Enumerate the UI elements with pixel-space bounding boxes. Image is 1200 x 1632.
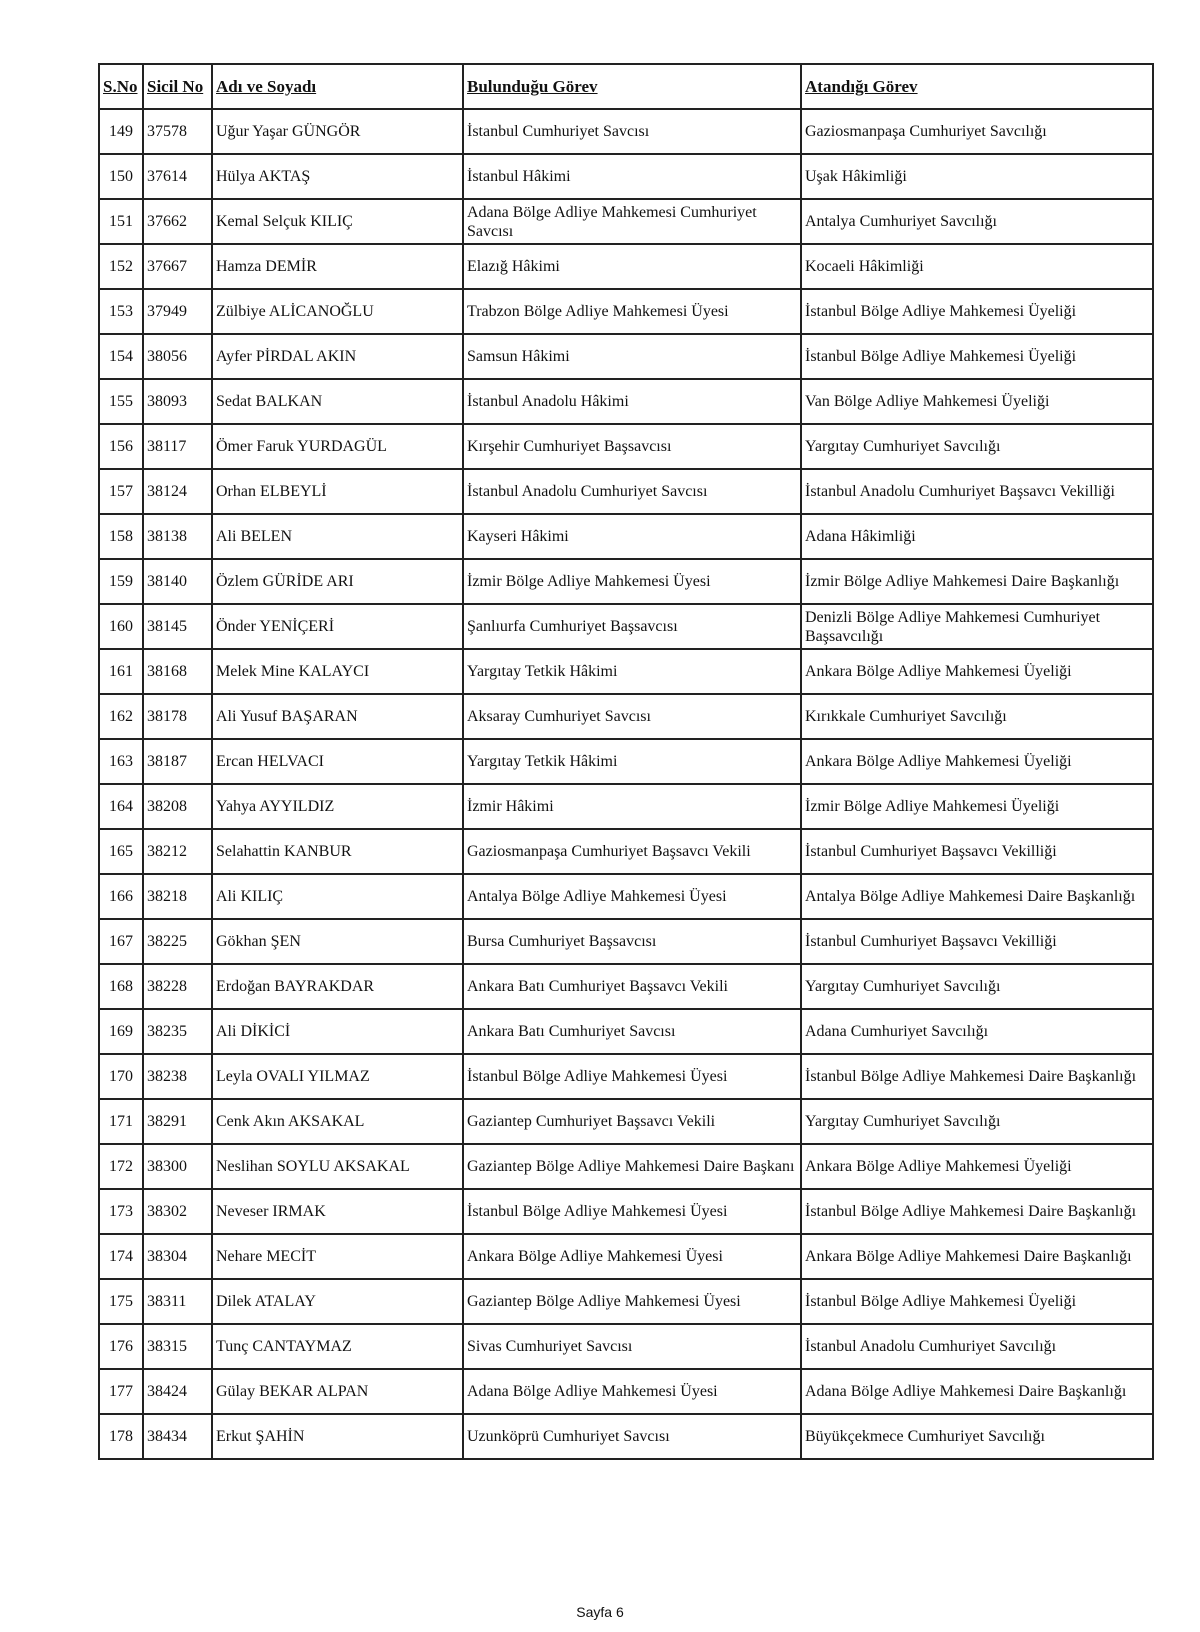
table-row [99,424,1153,469]
cell-current-position: Gaziantep Bölge Adliye Mahkemesi Daire Başkanı [463,1144,801,1189]
table-row [99,514,1153,559]
cell-name: Sedat BALKAN [212,379,463,424]
table-row [99,1054,1153,1099]
cell-current-position: Adana Bölge Adliye Mahkemesi Cumhuriyet Savcısı [463,199,801,244]
cell-sicil-no: 37949 [143,289,212,334]
cell-assigned-position: Kocaeli Hâkimliği [801,244,1153,289]
cell-sicil-no: 38304 [143,1234,212,1279]
table-row [99,829,1153,874]
cell-current-position: Elazığ Hâkimi [463,244,801,289]
cell-current-position: Samsun Hâkimi [463,334,801,379]
cell-sicil-no: 38124 [143,469,212,514]
table-row [99,739,1153,784]
table-row [99,244,1153,289]
cell-sicil-no: 38291 [143,1099,212,1144]
cell-sno: 157 [99,469,143,514]
cell-name: Gülay BEKAR ALPAN [212,1369,463,1414]
cell-sno: 164 [99,784,143,829]
cell-name: Cenk Akın AKSAKAL [212,1099,463,1144]
cell-name: Önder YENİÇERİ [212,604,463,649]
cell-name: Ömer Faruk YURDAGÜL [212,424,463,469]
cell-name: Ayfer PİRDAL AKIN [212,334,463,379]
cell-sno: 161 [99,649,143,694]
cell-sicil-no: 38235 [143,1009,212,1054]
cell-sicil-no: 37614 [143,154,212,199]
table-row [99,1009,1153,1054]
cell-sno: 169 [99,1009,143,1054]
cell-sno: 149 [99,109,143,154]
cell-sno: 154 [99,334,143,379]
cell-current-position: Gaziosmanpaşa Cumhuriyet Başsavcı Vekili [463,829,801,874]
cell-assigned-position: Antalya Cumhuriyet Savcılığı [801,199,1153,244]
cell-current-position: Adana Bölge Adliye Mahkemesi Üyesi [463,1369,801,1414]
cell-sno: 153 [99,289,143,334]
cell-name: Özlem GÜRİDE ARI [212,559,463,604]
cell-sno: 168 [99,964,143,1009]
cell-sicil-no: 38056 [143,334,212,379]
cell-name: Ali BELEN [212,514,463,559]
cell-sno: 156 [99,424,143,469]
cell-sno: 175 [99,1279,143,1324]
cell-current-position: Uzunköprü Cumhuriyet Savcısı [463,1414,801,1459]
cell-sicil-no: 38178 [143,694,212,739]
cell-assigned-position: Kırıkkale Cumhuriyet Savcılığı [801,694,1153,739]
cell-sicil-no: 38140 [143,559,212,604]
table-row [99,1324,1153,1369]
cell-current-position: Kayseri Hâkimi [463,514,801,559]
cell-assigned-position: Yargıtay Cumhuriyet Savcılığı [801,424,1153,469]
cell-name: Neveser IRMAK [212,1189,463,1234]
table-row [99,1279,1153,1324]
cell-assigned-position: İstanbul Anadolu Cumhuriyet Savcılığı [801,1324,1153,1369]
cell-sno: 158 [99,514,143,559]
cell-sicil-no: 38311 [143,1279,212,1324]
cell-name: Selahattin KANBUR [212,829,463,874]
table-row [99,199,1153,244]
cell-current-position: Gaziantep Bölge Adliye Mahkemesi Üyesi [463,1279,801,1324]
table-body [99,109,1153,1459]
cell-sicil-no: 38117 [143,424,212,469]
cell-current-position: Sivas Cumhuriyet Savcısı [463,1324,801,1369]
header-current-position: Bulunduğu Görev [463,64,801,109]
cell-name: Uğur Yaşar GÜNGÖR [212,109,463,154]
cell-name: Ercan HELVACI [212,739,463,784]
cell-name: Hülya AKTAŞ [212,154,463,199]
cell-sno: 155 [99,379,143,424]
table-row [99,919,1153,964]
cell-sicil-no: 38138 [143,514,212,559]
header-sno: S.No [99,64,143,109]
table-row [99,379,1153,424]
cell-assigned-position: Yargıtay Cumhuriyet Savcılığı [801,964,1153,1009]
table-row [99,1234,1153,1279]
cell-name: Ali Yusuf BAŞARAN [212,694,463,739]
cell-sicil-no: 38300 [143,1144,212,1189]
cell-name: Gökhan ŞEN [212,919,463,964]
cell-sno: 167 [99,919,143,964]
cell-sicil-no: 38145 [143,604,212,649]
table-row [99,289,1153,334]
table-row [99,649,1153,694]
table-row [99,154,1153,199]
cell-assigned-position: İstanbul Bölge Adliye Mahkemesi Daire Başkanlığı [801,1189,1153,1234]
cell-sno: 176 [99,1324,143,1369]
cell-current-position: Gaziantep Cumhuriyet Başsavcı Vekili [463,1099,801,1144]
table-row [99,469,1153,514]
cell-assigned-position: Ankara Bölge Adliye Mahkemesi Üyeliği [801,1144,1153,1189]
cell-sno: 151 [99,199,143,244]
cell-sno: 162 [99,694,143,739]
table-row [99,334,1153,379]
cell-current-position: Kırşehir Cumhuriyet Başsavcısı [463,424,801,469]
cell-assigned-position: İstanbul Anadolu Cumhuriyet Başsavcı Vekilliği [801,469,1153,514]
cell-current-position: İzmir Bölge Adliye Mahkemesi Üyesi [463,559,801,604]
table-row [99,1414,1153,1459]
page-number: Sayfa 6 [576,1604,624,1620]
cell-assigned-position: Adana Bölge Adliye Mahkemesi Daire Başkanlığı [801,1369,1153,1414]
cell-sicil-no: 38208 [143,784,212,829]
cell-sno: 152 [99,244,143,289]
cell-name: Dilek ATALAY [212,1279,463,1324]
table-row [99,1099,1153,1144]
cell-sno: 177 [99,1369,143,1414]
table-row [99,109,1153,154]
cell-sicil-no: 38228 [143,964,212,1009]
cell-name: Melek Mine KALAYCI [212,649,463,694]
table-row [99,784,1153,829]
cell-current-position: İstanbul Hâkimi [463,154,801,199]
cell-assigned-position: Adana Hâkimliği [801,514,1153,559]
cell-sicil-no: 38302 [143,1189,212,1234]
header-sicil-no: Sicil No [143,64,212,109]
cell-name: Ali KILIÇ [212,874,463,919]
cell-assigned-position: Uşak Hâkimliği [801,154,1153,199]
cell-current-position: Antalya Bölge Adliye Mahkemesi Üyesi [463,874,801,919]
cell-assigned-position: İstanbul Bölge Adliye Mahkemesi Daire Başkanlığı [801,1054,1153,1099]
cell-assigned-position: Adana Cumhuriyet Savcılığı [801,1009,1153,1054]
cell-current-position: İzmir Hâkimi [463,784,801,829]
cell-assigned-position: Van Bölge Adliye Mahkemesi Üyeliği [801,379,1153,424]
cell-sno: 172 [99,1144,143,1189]
cell-assigned-position: İstanbul Bölge Adliye Mahkemesi Üyeliği [801,1279,1153,1324]
cell-sicil-no: 37667 [143,244,212,289]
cell-assigned-position: İstanbul Cumhuriyet Başsavcı Vekilliği [801,919,1153,964]
cell-assigned-position: Antalya Bölge Adliye Mahkemesi Daire Başkanlığı [801,874,1153,919]
cell-current-position: Yargıtay Tetkik Hâkimi [463,649,801,694]
cell-current-position: Şanlıurfa Cumhuriyet Başsavcısı [463,604,801,649]
cell-current-position: İstanbul Anadolu Hâkimi [463,379,801,424]
cell-sno: 178 [99,1414,143,1459]
cell-assigned-position: İstanbul Cumhuriyet Başsavcı Vekilliği [801,829,1153,874]
cell-assigned-position: Gaziosmanpaşa Cumhuriyet Savcılığı [801,109,1153,154]
cell-current-position: İstanbul Cumhuriyet Savcısı [463,109,801,154]
table-row [99,1144,1153,1189]
cell-assigned-position: İzmir Bölge Adliye Mahkemesi Daire Başkanlığı [801,559,1153,604]
table-header-row [99,64,1153,109]
cell-name: Ali DİKİCİ [212,1009,463,1054]
cell-sicil-no: 38218 [143,874,212,919]
cell-sicil-no: 38238 [143,1054,212,1099]
cell-current-position: İstanbul Bölge Adliye Mahkemesi Üyesi [463,1189,801,1234]
cell-name: Erkut ŞAHİN [212,1414,463,1459]
cell-name: Kemal Selçuk KILIÇ [212,199,463,244]
cell-sicil-no: 38187 [143,739,212,784]
cell-sno: 160 [99,604,143,649]
cell-sicil-no: 38212 [143,829,212,874]
header-name: Adı ve Soyadı [212,64,463,109]
table-row [99,874,1153,919]
cell-name: Nehare MECİT [212,1234,463,1279]
cell-sno: 159 [99,559,143,604]
cell-current-position: Trabzon Bölge Adliye Mahkemesi Üyesi [463,289,801,334]
cell-name: Neslihan SOYLU AKSAKAL [212,1144,463,1189]
cell-current-position: Ankara Batı Cumhuriyet Savcısı [463,1009,801,1054]
cell-sicil-no: 37662 [143,199,212,244]
table-row [99,559,1153,604]
cell-current-position: Ankara Bölge Adliye Mahkemesi Üyesi [463,1234,801,1279]
cell-sicil-no: 37578 [143,109,212,154]
cell-name: Tunç CANTAYMAZ [212,1324,463,1369]
table-row [99,694,1153,739]
cell-sicil-no: 38225 [143,919,212,964]
cell-sno: 150 [99,154,143,199]
cell-assigned-position: Büyükçekmece Cumhuriyet Savcılığı [801,1414,1153,1459]
cell-current-position: Bursa Cumhuriyet Başsavcısı [463,919,801,964]
cell-sno: 170 [99,1054,143,1099]
cell-current-position: Ankara Batı Cumhuriyet Başsavcı Vekili [463,964,801,1009]
cell-sno: 174 [99,1234,143,1279]
cell-sicil-no: 38315 [143,1324,212,1369]
cell-sno: 173 [99,1189,143,1234]
cell-assigned-position: Ankara Bölge Adliye Mahkemesi Daire Başkanlığı [801,1234,1153,1279]
cell-assigned-position: İzmir Bölge Adliye Mahkemesi Üyeliği [801,784,1153,829]
cell-name: Yahya AYYILDIZ [212,784,463,829]
cell-sno: 165 [99,829,143,874]
cell-assigned-position: Yargıtay Cumhuriyet Savcılığı [801,1099,1153,1144]
cell-current-position: Yargıtay Tetkik Hâkimi [463,739,801,784]
cell-assigned-position: İstanbul Bölge Adliye Mahkemesi Üyeliği [801,289,1153,334]
cell-assigned-position: Ankara Bölge Adliye Mahkemesi Üyeliği [801,739,1153,784]
cell-sno: 163 [99,739,143,784]
cell-name: Zülbiye ALİCANOĞLU [212,289,463,334]
cell-sno: 171 [99,1099,143,1144]
appointment-table [98,63,1154,1460]
header-assigned-position: Atandığı Görev [801,64,1153,109]
table-row [99,604,1153,649]
cell-sno: 166 [99,874,143,919]
cell-current-position: Aksaray Cumhuriyet Savcısı [463,694,801,739]
table-row [99,1189,1153,1234]
cell-assigned-position: Ankara Bölge Adliye Mahkemesi Üyeliği [801,649,1153,694]
cell-current-position: İstanbul Anadolu Cumhuriyet Savcısı [463,469,801,514]
cell-sicil-no: 38093 [143,379,212,424]
cell-name: Orhan ELBEYLİ [212,469,463,514]
cell-name: Leyla OVALI YILMAZ [212,1054,463,1099]
cell-sicil-no: 38168 [143,649,212,694]
cell-assigned-position: İstanbul Bölge Adliye Mahkemesi Üyeliği [801,334,1153,379]
cell-current-position: İstanbul Bölge Adliye Mahkemesi Üyesi [463,1054,801,1099]
cell-sicil-no: 38434 [143,1414,212,1459]
cell-assigned-position: Denizli Bölge Adliye Mahkemesi Cumhuriyet Başsavcılığı [801,604,1153,649]
table-row [99,1369,1153,1414]
cell-name: Hamza DEMİR [212,244,463,289]
cell-sicil-no: 38424 [143,1369,212,1414]
table-row [99,964,1153,1009]
cell-name: Erdoğan BAYRAKDAR [212,964,463,1009]
